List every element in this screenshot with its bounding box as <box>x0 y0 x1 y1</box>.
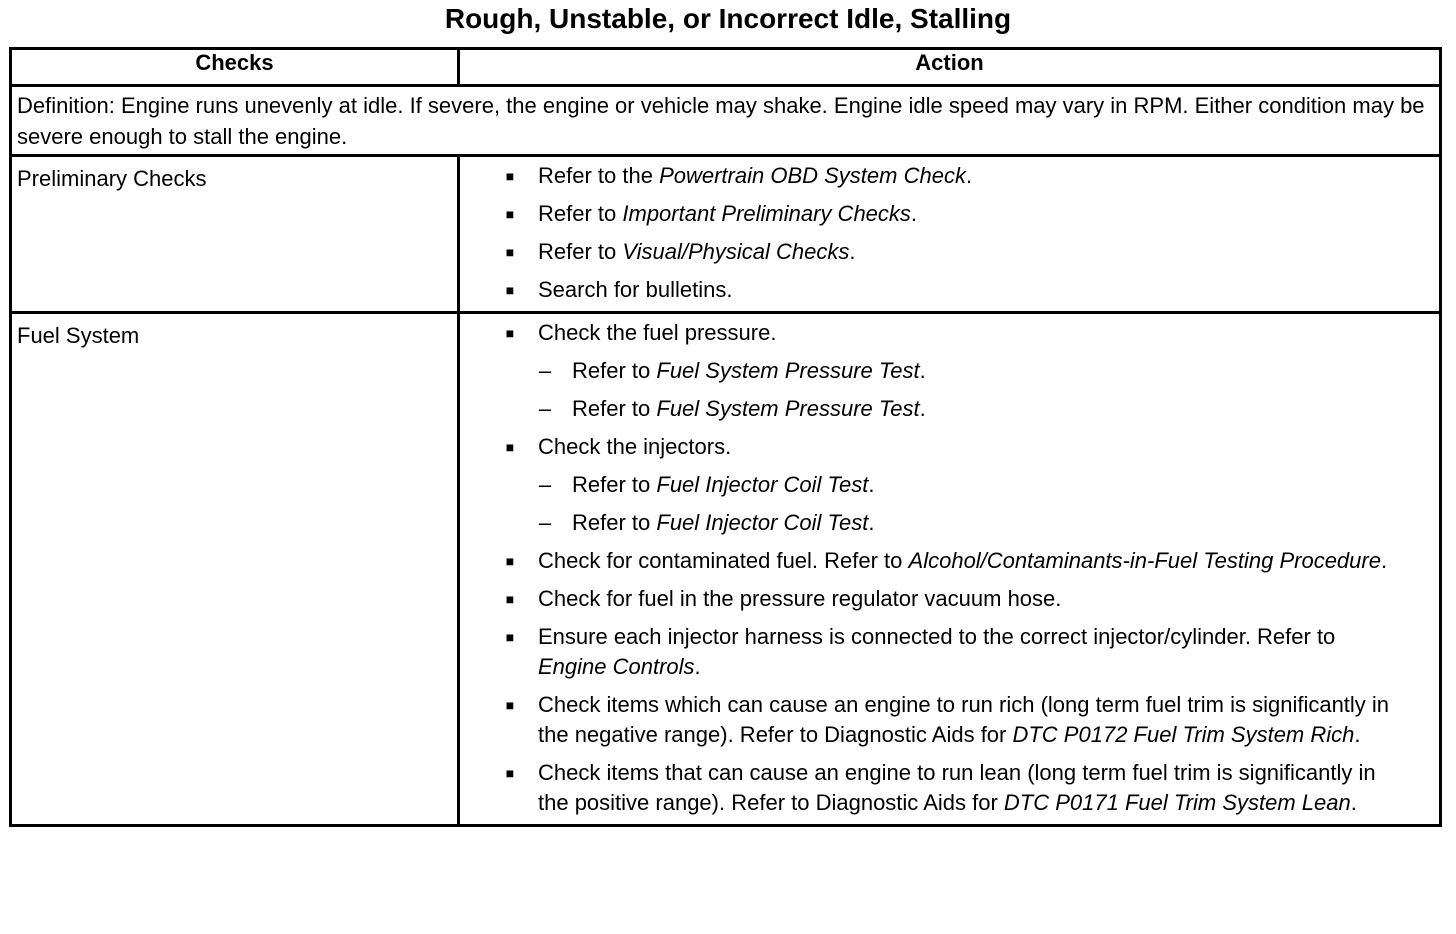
bullet-icon: ■ <box>505 697 515 713</box>
bullet-icon: ■ <box>505 591 515 607</box>
item-tail: . <box>919 396 926 421</box>
bullet-icon: ■ <box>505 629 515 645</box>
definition-text: Definition: Engine runs unevenly at idle. If severe, the engine or vehicle may shake. Engine idle speed may vary in RPM. Either condition may be severe enough to stall the engine. <box>11 86 1441 156</box>
list-item <box>500 275 1409 305</box>
item-tail: . <box>1350 790 1357 815</box>
action-cell <box>459 156 1441 313</box>
header-row <box>11 49 1441 86</box>
item-tail: . <box>919 358 926 383</box>
table-row <box>11 313 1441 826</box>
page-title: Rough, Unstable, or Incorrect Idle, Stalling <box>444 3 1012 34</box>
item-tail: . <box>694 654 701 679</box>
item-tail: . <box>910 201 918 226</box>
item-reference: DTC P0171 Fuel Trim System Lean <box>1003 790 1351 815</box>
item-text: Refer to <box>572 510 657 535</box>
bullet-icon: ■ <box>505 439 515 455</box>
definition-row <box>11 86 1441 156</box>
list-item <box>500 546 1409 576</box>
item-tail: . <box>868 510 875 535</box>
list-item <box>500 690 1409 750</box>
item-reference: Fuel Injector Coil Test <box>656 510 869 535</box>
item-text: Refer to <box>572 396 657 421</box>
diagnostic-table <box>9 47 1442 827</box>
item-text: Refer to <box>538 239 623 264</box>
sub-item <box>538 508 1409 538</box>
bullet-icon: ■ <box>505 325 515 341</box>
item-reference: Alcohol/Contaminants-in-Fuel Testing Procedure <box>908 548 1381 573</box>
dash-icon: – <box>538 510 552 535</box>
item-text: Refer to <box>572 358 657 383</box>
item-reference: Fuel System Pressure Test <box>656 396 920 421</box>
bullet-icon: ■ <box>505 244 515 260</box>
item-tail: . <box>1354 722 1361 747</box>
item-tail: . <box>849 239 856 264</box>
item-reference: Visual/Physical Checks <box>622 239 850 264</box>
list-item <box>500 622 1409 682</box>
item-reference: Powertrain OBD System Check <box>659 163 966 188</box>
item-text: Refer to the <box>538 163 660 188</box>
item-tail: . <box>868 472 875 497</box>
check-name: Preliminary Checks <box>11 156 459 313</box>
list-item <box>500 237 1409 267</box>
item-tail: . <box>1380 548 1388 573</box>
bullet-icon: ■ <box>505 553 515 569</box>
list-item <box>500 199 1409 229</box>
list-item <box>500 758 1409 818</box>
item-text: Check the fuel pressure. <box>538 320 777 345</box>
item-reference: Important Preliminary Checks <box>622 201 911 226</box>
action-list <box>500 161 1409 305</box>
item-text: Check for contaminated fuel. Refer to <box>538 548 909 573</box>
item-tail: . <box>965 163 973 188</box>
item-text: Ensure each injector harness is connected to the correct injector/cylinder. Refer to <box>538 624 1336 649</box>
check-name: Fuel System <box>11 313 459 826</box>
dash-icon: – <box>538 472 552 497</box>
action-cell <box>459 313 1441 826</box>
list-item <box>500 161 1409 191</box>
checks-header: Checks <box>11 49 459 86</box>
action-header: Action <box>459 49 1441 86</box>
item-reference: Fuel System Pressure Test <box>656 358 920 383</box>
sub-item <box>538 356 1409 386</box>
action-list <box>500 318 1409 818</box>
item-reference: Fuel Injector Coil Test <box>656 472 869 497</box>
item-text: Check the injectors. <box>538 434 732 459</box>
list-item <box>500 318 1409 424</box>
bullet-icon: ■ <box>505 168 515 184</box>
dash-icon: – <box>538 358 552 383</box>
item-text: Check for fuel in the pressure regulator vacuum hose. <box>538 586 1062 611</box>
bullet-icon: ■ <box>505 206 515 222</box>
sub-item <box>538 470 1409 500</box>
item-reference: DTC P0172 Fuel Trim System Rich <box>1012 722 1355 747</box>
item-text: Search for bulletins. <box>538 277 733 302</box>
bullet-icon: ■ <box>505 765 515 781</box>
table-row <box>11 156 1441 313</box>
sub-item <box>538 394 1409 424</box>
item-reference: Engine Controls <box>538 654 695 679</box>
list-item <box>500 432 1409 538</box>
item-text: Check items that can cause an engine to run lean (long term fuel trim is significantly in the positive range). Refer to Diagnostic Aids for <box>538 760 1376 815</box>
list-item <box>500 584 1409 614</box>
bullet-icon: ■ <box>505 282 515 298</box>
sub-list <box>538 470 1409 538</box>
item-text: Check items which can cause an engine to run rich (long term fuel trim is significantly in the negative range). Refer to Diagnostic Aids for <box>538 692 1390 747</box>
item-text: Refer to <box>538 201 623 226</box>
item-text: Refer to <box>572 472 657 497</box>
dash-icon: – <box>538 396 552 421</box>
sub-list <box>538 356 1409 424</box>
